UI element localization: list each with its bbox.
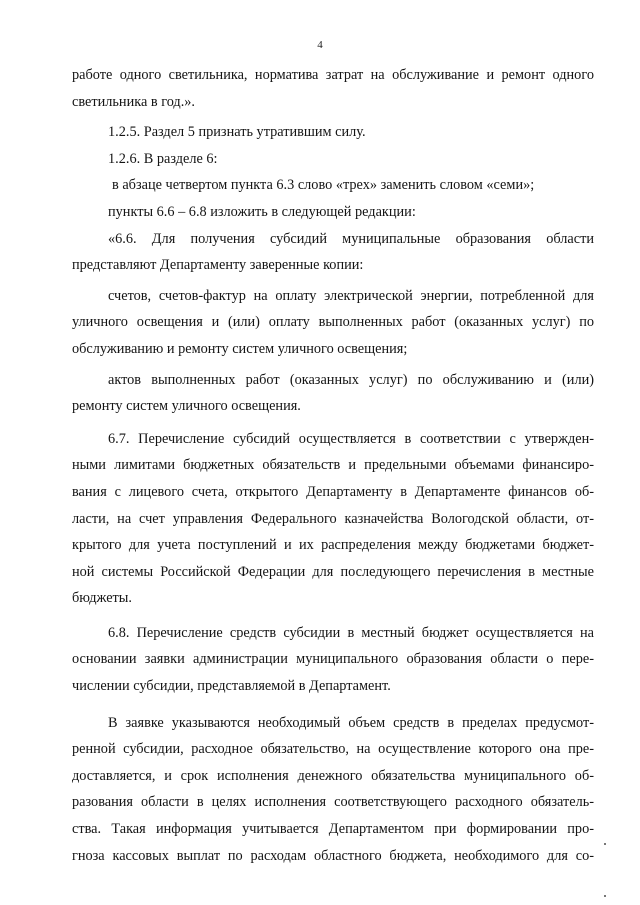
text-line: «6.6. Для получения субсидий муниципальные образования области [108,230,594,247]
text-line: 6.8. Перечисление средств субсидии в местный бюджет осуществляется на [108,624,594,641]
text-line: ремонту систем уличного освещения. [72,398,301,415]
text-line: бюджеты. [72,590,132,607]
text-line: счетов, счетов-фактур на оплату электрической энергии, потребленной для [108,287,594,304]
text-line: доставляется, и срок исполнения денежного обязательства муниципального об- [72,767,594,784]
text-line: пункты 6.6 – 6.8 изложить в следующей редакции: [108,203,416,220]
text-line: крытого для учета поступлений и их распределения между бюджетами бюджет- [72,537,594,554]
scan-speck [604,895,606,897]
text-line: представляют Департаменту заверенные копии: [72,257,364,274]
text-line: числении субсидии, представляемой в Департамент. [72,678,391,695]
text-line: ства. Такая информация учитывается Департаментом при формировании про- [72,821,594,838]
text-line: разования области в целях исполнения соответствующего расходного обязатель- [72,794,594,811]
scan-speck [604,843,606,845]
text-line: гноза кассовых выплат по расходам областного бюджета, необходимого для со- [72,847,594,864]
text-line: ласти, на счет управления Федерального казначейства Вологодской области, от- [72,510,594,527]
text-line: ными лимитами бюджетных обязательств и предельными объемами финансиро- [72,457,594,474]
text-line: В заявке указываются необходимый объем средств в пределах предусмот- [108,714,594,731]
text-line: актов выполненных работ (оказанных услуг) по обслуживанию и (или) [108,371,594,388]
text-line: 6.7. Перечисление субсидий осуществляется в соответствии с утвержден- [108,430,594,447]
text-line: в абзаце четвертом пункта 6.3 слово «трех» заменить словом «семи»; [112,177,535,194]
document-body [72,62,594,869]
text-line: уличного освещения и (или) оплату выполненных работ (оказанных услуг) по [72,314,594,331]
text-line: обслуживанию и ремонту систем уличного освещения; [72,340,408,357]
text-line: основании заявки администрации муниципального образования области о пере- [72,651,594,668]
text-line: 1.2.5. Раздел 5 признать утратившим силу. [108,124,366,141]
text-line: вания с лицевого счета, открытого Департаменту в Департаменте финансов об- [72,483,594,500]
text-line: светильника в год.». [72,93,196,110]
text-line: ной системы Российской Федерации для последующего перечисления в местные [72,563,594,580]
page-number: 4 [317,39,323,51]
text-line: 1.2.6. В разделе 6: [108,150,218,167]
text-line: работе одного светильника, норматива затрат на обслуживание и ремонт одного [72,67,594,83]
text-line: ренной субсидии, расходное обязательство, на осуществление которого она пре- [72,741,594,758]
